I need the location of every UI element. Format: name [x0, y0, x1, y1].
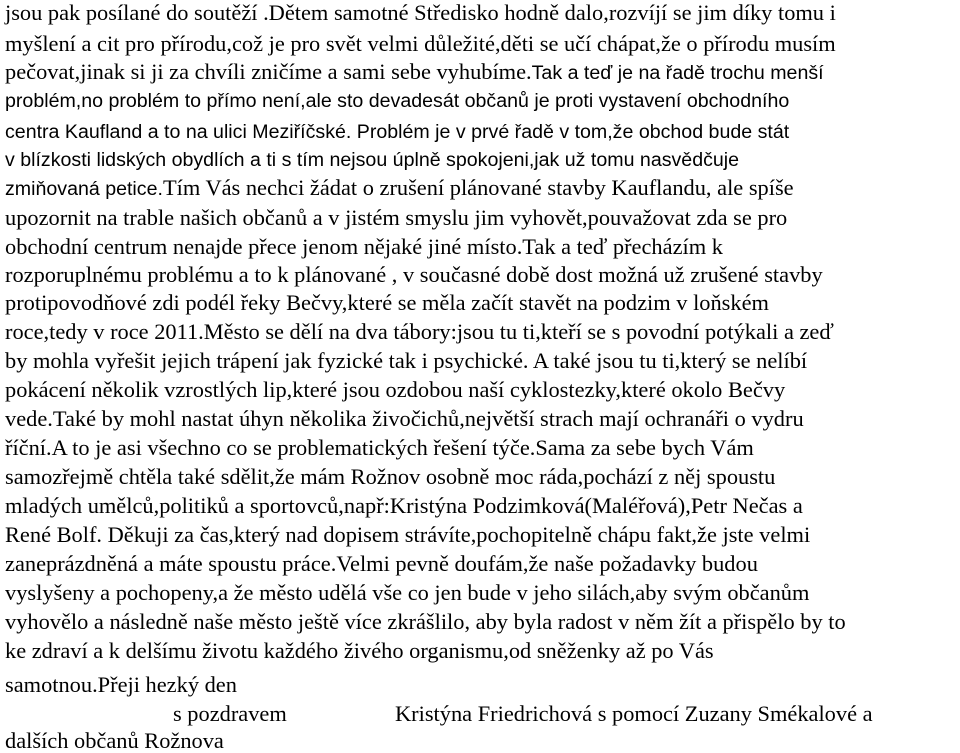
text-line-4: problém,no problém to přímo není,ale sto devadesát občanů je proti vystavení obchodního — [5, 90, 790, 112]
text-line-18: mladých umělců,politiků a sportovců,např:Kristýna Podzimková(Maléřová),Petr Nečas a — [5, 493, 803, 518]
text-line-1: jsou pak posílané do soutěží .Dětem samotné Středisko hodně dalo,rozvíjí se jim díky tomu i — [5, 0, 836, 25]
signature-continuation: dalších občanů Rožnova — [5, 728, 224, 753]
text-line-3 — [5, 61, 824, 84]
text-line-22: vyhovělo a následně naše město ještě více zkrášlilo, aby byla radost v něm žít a přispělo by to — [5, 609, 846, 634]
closing-greeting: s pozdravem — [173, 701, 287, 726]
text-line-3a: pečovat,jinak si ji za chvíli zničíme a sami sebe vyhubíme. — [5, 59, 532, 84]
text-line-15: vede.Také by mohl nastat úhyn několika živočichů,největší strach mají ochranáři o vydru — [5, 406, 804, 431]
text-line-5 — [5, 120, 789, 143]
text-line-23: ke zdraví a k delšímu životu každého živého organismu,od sněženky až po Vás — [5, 638, 714, 663]
text-line-5a: centra Kaufland a to na ulici Meziříčské. — [5, 121, 357, 143]
text-line-6: v blízkosti lidských obydlích a ti s tím nejsou úplně spokojeni,jak už tomu nasvědčuje — [5, 149, 740, 171]
text-line-7a: zmiňovaná petice. — [5, 178, 163, 200]
text-line-5b: Problém je v prvé řadě v tom,že obchod bude stát — [356, 121, 790, 143]
text-line-12: roce,tedy v roce 2011.Město se dělí na dva tábory:jsou tu ti,kteří se s povodní potýkali a zeď — [5, 319, 834, 344]
text-line-24: samotnou.Přeji hezký den — [5, 672, 237, 697]
text-line-19: René Bolf. Děkuji za čas,který nad dopisem strávíte,pochopitelně chápu fakt,že jste velmi — [5, 522, 811, 547]
text-line-16: říční.A to je asi všechno co se problematických řešení týče.Sama za sebe bych Vám — [5, 435, 754, 460]
signature-author: Kristýna Friedrichová s pomocí Zuzany Smékalové a — [395, 701, 873, 726]
text-line-8: upozornit na trable našich občanů a v jistém smyslu jim vyhovět,pouvažovat zda se pro — [5, 205, 788, 230]
text-line-3b: Tak a teď je na řadě trochu menší — [531, 62, 824, 84]
text-line-20: zaneprázdněná a máte spoustu práce.Velmi pevně doufám,že naše požadavky budou — [5, 551, 758, 576]
text-line-7b: Tím Vás nechci žádat o zrušení plánované stavby Kauflandu, ale spíše — [162, 175, 794, 200]
text-line-14: pokácení několik vzrostlých lip,které jsou ozdobou naší cyklostezky,které okolo Bečvy — [5, 377, 786, 402]
text-line-17: samozřejmě chtěla také sdělit,že mám Rožnov osobně moc ráda,pochází z něj spoustu — [5, 464, 776, 489]
text-line-21: vyslyšeny a pochopeny,a že město udělá vše co jen bude v jeho silách,aby svým občanům — [5, 580, 810, 605]
text-line-9: obchodní centrum nenajde přece jenom nějaké jiné místo.Tak a teď přecházím k — [5, 234, 723, 259]
text-line-11: protipovodňové zdi podél řeky Bečvy,které se měla začít stavět na podzim v loňském — [5, 290, 769, 315]
text-line-10: rozporuplnému problému a to k plánované , v současné době dost možná už zrušené stavby — [5, 262, 823, 287]
text-line-13: by mohla vyřešit jejich trápení jak fyzické tak i psychické. A také jsou tu ti,který se nelíbí — [5, 348, 808, 373]
text-line-7 — [5, 177, 794, 200]
text-line-2: myšlení a cit pro přírodu,což je pro svět velmi důležité,děti se učí chápat,že o přírodu musím — [5, 31, 836, 56]
